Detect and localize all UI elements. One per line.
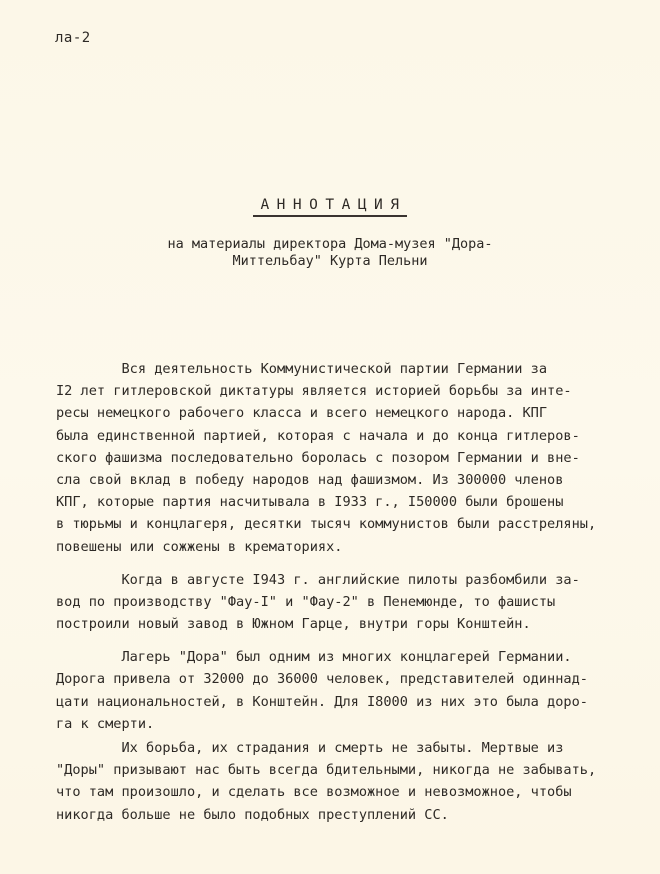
text-line: КПГ, которые партия насчитывала в I933 г., I50000 были брошены bbox=[56, 494, 564, 511]
text-line: Лагерь "Дора" был одним из многих концлагерей Германии. bbox=[56, 649, 572, 666]
text-line: цати национальностей, в Конштейн. Для I8000 из них это была доро- bbox=[56, 693, 588, 710]
paragraph-3 bbox=[56, 646, 660, 735]
subtitle-line: на материалы директора Дома-музея "Дора- bbox=[167, 236, 493, 252]
title-text: АННОТАЦИЯ bbox=[253, 197, 406, 217]
text-line: Когда в августе I943 г. английские пилоты разбомбили за- bbox=[56, 571, 580, 588]
text-line: га к смерти. bbox=[56, 715, 155, 732]
text-line: "Доры" призывают нас быть всегда бдительными, никогда не забывать, bbox=[56, 762, 597, 779]
text-line: I2 лет гитлеровской диктатуры является историей борьбы за инте- bbox=[56, 383, 572, 400]
text-line: повешены или сожжены в крематориях. bbox=[56, 538, 343, 555]
paragraph-spacer bbox=[56, 558, 660, 569]
text-line: была единственной партией, которая с начала и до конца гитлеров- bbox=[56, 427, 580, 444]
document-subtitle bbox=[0, 236, 660, 270]
subtitle-line: Миттельбау" Курта Пельни bbox=[232, 253, 428, 269]
document-title bbox=[0, 197, 660, 217]
paragraph-4 bbox=[56, 737, 660, 826]
text-line: ресы немецкого рабочего класса и всего немецкого народа. КПГ bbox=[56, 405, 548, 422]
text-line: что там произошло, и сделать все возможное и невозможное, чтобы bbox=[56, 784, 572, 801]
text-line: Их борьба, их страдания и смерть не забыты. Мертвые из bbox=[56, 740, 564, 756]
text-line: вод по производству "Фау-I" и "Фау-2" в Пенемюнде, то фашисты bbox=[56, 593, 556, 610]
paragraph-1 bbox=[56, 358, 660, 558]
text-line: Дорога привела от 32000 до 36000 человек, представителей одиннад- bbox=[56, 671, 588, 688]
text-line: построили новый завод в Южном Гарце, внутри горы Конштейн. bbox=[56, 616, 531, 633]
paragraph-spacer bbox=[56, 635, 660, 646]
text-line: ского фашизма последовательно боролась с позором Германии и вне- bbox=[56, 449, 580, 466]
text-line: Вся деятельность Коммунистической партии Германии за bbox=[56, 361, 548, 377]
text-line: в тюрьмы и концлагеря, десятки тысяч коммунистов были расстреляны, bbox=[56, 516, 597, 533]
text-line: сла свой вклад в победу народов над фашизмом. Из 300000 членов bbox=[56, 471, 564, 488]
paragraph-2 bbox=[56, 569, 660, 636]
text-line: никогда больше не было подобных преступлений СС. bbox=[56, 806, 449, 823]
document-body bbox=[56, 358, 660, 826]
document-code: ла-2 bbox=[55, 30, 91, 46]
